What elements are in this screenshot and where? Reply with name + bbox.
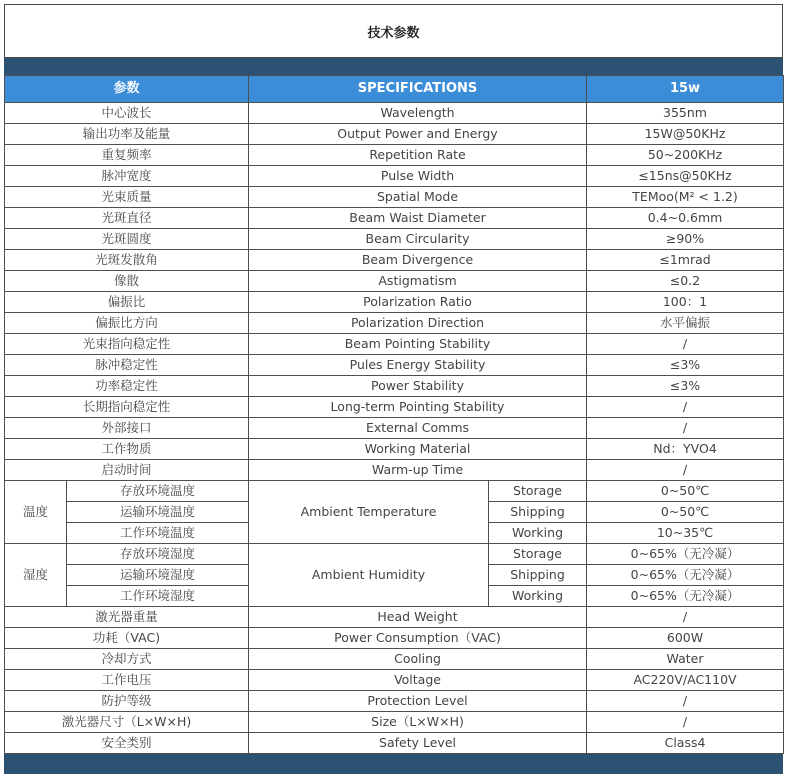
param-en: Output Power and Energy: [249, 124, 587, 145]
param-value: /: [587, 712, 784, 733]
param-value: ≤3%: [587, 376, 784, 397]
header-value: 15w: [587, 76, 784, 103]
param-value: ≤15ns@50KHz: [587, 166, 784, 187]
param-value: Nd：YVO4: [587, 439, 784, 460]
temp-group-en: Ambient Temperature: [249, 481, 489, 544]
param-en: Beam Pointing Stability: [249, 334, 587, 355]
param-value: ≤0.2: [587, 271, 784, 292]
param-value: /: [587, 460, 784, 481]
param-cn: 运输环境温度: [67, 502, 249, 523]
param-cn: 脉冲稳定性: [5, 355, 249, 376]
param-cn: 输出功率及能量: [5, 124, 249, 145]
param-cn: 长期指向稳定性: [5, 397, 249, 418]
header-divider-bar: [4, 58, 783, 75]
param-value: 15W@50KHz: [587, 124, 784, 145]
param-value: ≤3%: [587, 355, 784, 376]
param-cn: 激光器重量: [5, 607, 249, 628]
param-cn: 存放环境温度: [67, 481, 249, 502]
param-en: External Comms: [249, 418, 587, 439]
param-cn: 光束指向稳定性: [5, 334, 249, 355]
param-value: /: [587, 418, 784, 439]
param-cn: 存放环境湿度: [67, 544, 249, 565]
param-en: Working Material: [249, 439, 587, 460]
param-value: Class4: [587, 733, 784, 754]
param-mode: Storage: [489, 481, 587, 502]
table-row: [5, 733, 784, 754]
param-cn: 光斑发散角: [5, 250, 249, 271]
table-row: [5, 187, 784, 208]
table-header-row: [5, 76, 784, 103]
param-cn: 中心波长: [5, 103, 249, 124]
param-value: /: [587, 334, 784, 355]
param-cn: 运输环境湿度: [67, 565, 249, 586]
param-value: TEMoo(M² < 1.2): [587, 187, 784, 208]
table-row: [5, 208, 784, 229]
table-row: [5, 544, 784, 565]
param-value: 0.4~0.6mm: [587, 208, 784, 229]
table-row: [5, 292, 784, 313]
param-value: AC220V/AC110V: [587, 670, 784, 691]
param-value: /: [587, 397, 784, 418]
param-value: 水平偏振: [587, 313, 784, 334]
table-row: [5, 460, 784, 481]
table-row: [5, 376, 784, 397]
table-row: [5, 439, 784, 460]
param-cn: 外部接口: [5, 418, 249, 439]
param-en: Power Stability: [249, 376, 587, 397]
param-mode: Shipping: [489, 565, 587, 586]
param-cn: 冷却方式: [5, 649, 249, 670]
table-row: [5, 334, 784, 355]
humidity-group-label: 湿度: [5, 544, 67, 607]
param-en: Beam Circularity: [249, 229, 587, 250]
footer-bar: [4, 754, 783, 774]
param-cn: 功率稳定性: [5, 376, 249, 397]
param-cn: 防护等级: [5, 691, 249, 712]
param-cn: 激光器尺寸（L×W×H): [5, 712, 249, 733]
humidity-group-en: Ambient Humidity: [249, 544, 489, 607]
param-en: Long-term Pointing Stability: [249, 397, 587, 418]
param-en: Beam Divergence: [249, 250, 587, 271]
param-cn: 工作环境温度: [67, 523, 249, 544]
param-mode: Storage: [489, 544, 587, 565]
param-value: 600W: [587, 628, 784, 649]
param-en: Polarization Direction: [249, 313, 587, 334]
table-row: [5, 649, 784, 670]
table-row: [5, 166, 784, 187]
param-cn: 工作环境湿度: [67, 586, 249, 607]
param-en: Astigmatism: [249, 271, 587, 292]
param-value: 0~65%（无冷凝）: [587, 565, 784, 586]
table-row: [5, 607, 784, 628]
param-cn: 启动时间: [5, 460, 249, 481]
table-row: [5, 103, 784, 124]
table-row: [5, 628, 784, 649]
param-en: Head Weight: [249, 607, 587, 628]
header-param: 参数: [5, 76, 249, 103]
param-en: Beam Waist Diameter: [249, 208, 587, 229]
param-value: 0~50℃: [587, 481, 784, 502]
page-title: 技术参数: [4, 4, 783, 58]
param-mode: Working: [489, 586, 587, 607]
param-cn: 偏振比: [5, 292, 249, 313]
temp-group-label: 温度: [5, 481, 67, 544]
param-en: Cooling: [249, 649, 587, 670]
param-value: 0~65%（无冷凝）: [587, 544, 784, 565]
param-cn: 光斑圆度: [5, 229, 249, 250]
param-mode: Shipping: [489, 502, 587, 523]
param-en: Power Consumption（VAC): [249, 628, 587, 649]
table-row: [5, 355, 784, 376]
spec-page: [4, 4, 783, 774]
param-value: 0~65%（无冷凝）: [587, 586, 784, 607]
spec-table: [4, 75, 784, 754]
param-mode: Working: [489, 523, 587, 544]
table-row: [5, 124, 784, 145]
param-en: Spatial Mode: [249, 187, 587, 208]
param-en: Safety Level: [249, 733, 587, 754]
param-cn: 像散: [5, 271, 249, 292]
param-en: Voltage: [249, 670, 587, 691]
table-row: [5, 691, 784, 712]
table-row: [5, 670, 784, 691]
param-en: Pulse Width: [249, 166, 587, 187]
param-value: /: [587, 691, 784, 712]
table-row: [5, 397, 784, 418]
param-value: ≤1mrad: [587, 250, 784, 271]
param-en: Size（L×W×H): [249, 712, 587, 733]
param-en: Repetition Rate: [249, 145, 587, 166]
param-cn: 光斑直径: [5, 208, 249, 229]
param-value: 0~50℃: [587, 502, 784, 523]
param-cn: 工作物质: [5, 439, 249, 460]
table-row: [5, 250, 784, 271]
param-cn: 偏振比方向: [5, 313, 249, 334]
param-value: 355nm: [587, 103, 784, 124]
param-cn: 光束质量: [5, 187, 249, 208]
param-value: Water: [587, 649, 784, 670]
table-row: [5, 418, 784, 439]
param-value: 10~35℃: [587, 523, 784, 544]
param-en: Polarization Ratio: [249, 292, 587, 313]
table-row: [5, 271, 784, 292]
header-specifications: SPECIFICATIONS: [249, 76, 587, 103]
param-cn: 重复频率: [5, 145, 249, 166]
param-value: /: [587, 607, 784, 628]
param-en: Wavelength: [249, 103, 587, 124]
param-cn: 功耗（VAC): [5, 628, 249, 649]
table-row: [5, 229, 784, 250]
param-en: Warm-up Time: [249, 460, 587, 481]
param-value: 50~200KHz: [587, 145, 784, 166]
table-row: [5, 712, 784, 733]
param-value: 100：1: [587, 292, 784, 313]
table-row: [5, 145, 784, 166]
param-en: Pules Energy Stability: [249, 355, 587, 376]
table-row: [5, 481, 784, 502]
param-value: ≥90%: [587, 229, 784, 250]
param-cn: 脉冲宽度: [5, 166, 249, 187]
param-cn: 安全类别: [5, 733, 249, 754]
param-en: Protection Level: [249, 691, 587, 712]
param-cn: 工作电压: [5, 670, 249, 691]
table-row: [5, 313, 784, 334]
